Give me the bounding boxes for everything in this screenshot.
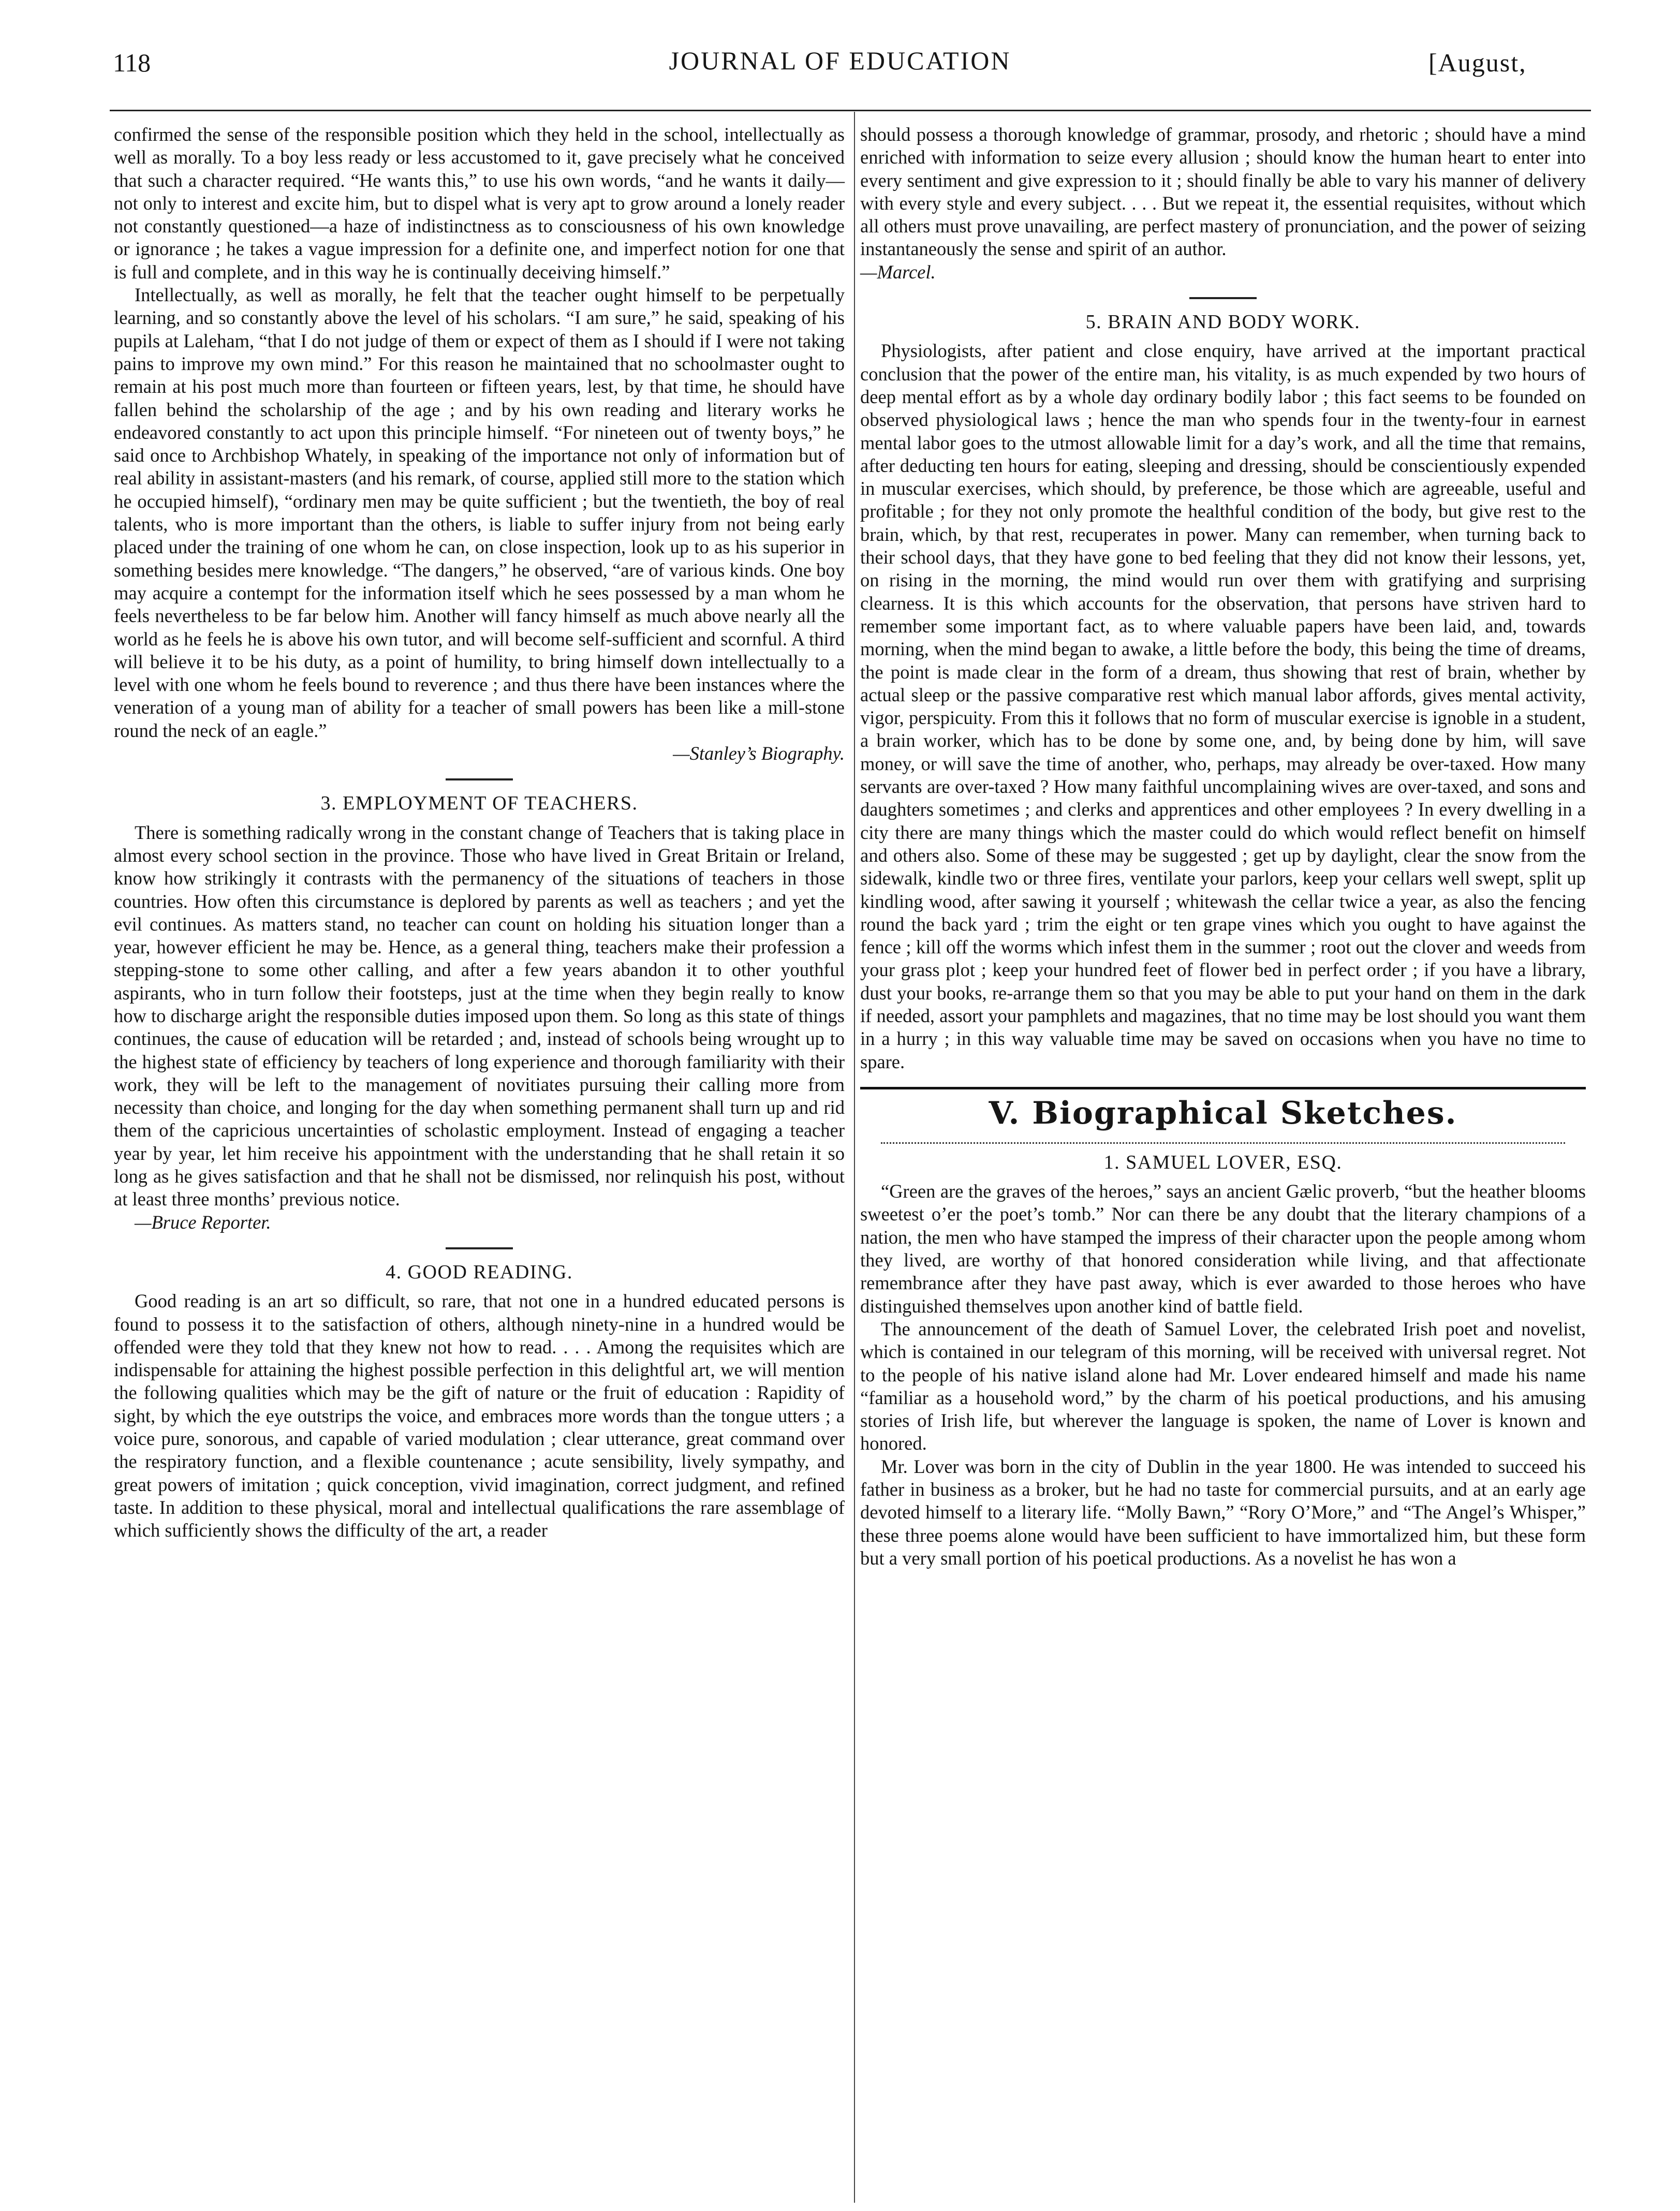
part-v-heading: V. Biographical Sketches. bbox=[989, 1095, 1457, 1131]
intro-source: —Stanley’s Biography. bbox=[673, 743, 845, 764]
section-4-title: 4. GOOD READING. bbox=[386, 1261, 573, 1283]
section-3-text: There is something radically wrong in the constant change of Teachers that is taking place in almost every school section in the province. Those who have lived in Great Britain or Ireland, know how strikingly it contrasts with the permanency of the situations of teachers in those countries. How often this circumstance is deplored by parents as well as teachers ; and yet the evil continues. As matters stand, no teacher can count on holding his situation longer than a year, however efficient he may be. Hence, as a general thing, teachers make their profession a stepping-stone to some other calling, and after a few years abandon it to other youthful aspirants, who in turn follow their footsteps, just at the time when they begin really to know how to discharge aright the responsible duties imposed upon them. So long as this state of things continues, the cause of education will be retarded ; and, instead of schools being wrought up to the highest state of efficiency by teachers of long experience and thorough familiarity with their work, they will be left to the management of novitiates pursuing their calling more from necessity than choice, and longing for the day when something permanent shall turn up and rid them of the capricious uncertainties of scholastic employment. Instead of engaging a teacher year by year, let him receive his appointment with the understanding that he shall retain it so long as he gives satisfaction and that he shall not be dismissed, nor relinquish his post, without at least three months’ previous notice. bbox=[114, 821, 845, 1210]
page-number: 118 bbox=[113, 48, 151, 77]
section-3-source: —Bruce Reporter. bbox=[135, 1211, 271, 1233]
ornamental-rule bbox=[881, 1136, 1565, 1144]
lover-paragraph-3: Mr. Lover was born in the city of Dublin in the year 1800. He was intended to succeed his father in business as a broker, but he had no taste for commercial pursuits, and at an early age devoted himself to a literary life. “Molly Bawn,” “Rory O’More,” and “The Angel’s Whisper,” these three poems alone would have been sufficient to have immortalized him, but these form but a very small portion of his poetical productions. As a novelist he has won a bbox=[860, 1455, 1586, 1569]
column-divider bbox=[854, 112, 855, 2203]
section-divider bbox=[446, 778, 513, 780]
section-divider bbox=[1189, 297, 1257, 299]
section-5-title: 5. BRAIN AND BODY WORK. bbox=[1085, 311, 1361, 333]
journal-title: JOURNAL OF EDUCATION bbox=[669, 46, 1011, 75]
intro-paragraph-2: Intellectually, as well as morally, he felt that the teacher ought himself to be perpetually learning, and so constantly above the level of his scholars. “I am sure,” he said, speaking of his pupils at Laleham, “that I do not judge of them or expect of them as I should if I were not taking pains to improve my own mind.” For this reason he maintained that no schoolmaster ought to remain at his post much more than fourteen or fifteen years, lest, by that time, he should have fallen behind the scholarship of the age ; and by his own reading and literary works he endeavored constantly to act upon this principle himself. “For nineteen out of twenty boys,” he said once to Archbishop Whately, in speaking of the importance not only of information but of real ability in assistant-masters (and his remark, of course, applied still more to the station which he occupied himself), “ordinary men may be quite sufficient ; but the twentieth, the boy of real talents, who is more important than the others, is liable to suffer injury from not being early placed under the training of one whom he can, on close inspection, look up to as his superior in something besides mere knowledge. “The dangers,” he observed, “are of various kinds. One boy may acquire a contempt for the information itself which he sees possessed by a man whom he feels nevertheless to be far below him. Another will fancy himself as much above nearly all the world as he feels he is above his own tutor, and will become self-sufficient and scornful. A third will believe it to be his duty, as a point of humility, to bring himself down intellectually to a level with one whom he feels bound to reverence ; and thus there have been instances where the veneration of a young man of ability for a teacher of small powers has been like a mill-stone round the neck of an eagle.” bbox=[114, 284, 845, 741]
section-divider bbox=[446, 1247, 513, 1249]
lover-title: 1. SAMUEL LOVER, ESQ. bbox=[1103, 1151, 1343, 1173]
intro-paragraph-1: confirmed the sense of the responsible position which they held in the school, intellectually as well as morally. To a boy less ready or less accustomed to it, gave precisely what he conceived that such a character required. “He wants this,” to use his own words, “and he wants it daily—not only to interest and excite him, but to dispel what is very apt to grow around a lonely reader not constantly questioned—a haze of indistinctness as to consciousness of his own knowledge or ignorance ; he takes a vague impression for a definite one, and imperfect notion for one that is full and complete, and in this way he is continually deceiving himself.” bbox=[114, 124, 845, 283]
issue-month: [August, bbox=[1428, 48, 1527, 77]
section-4-text: Good reading is an art so difficult, so rare, that not one in a hundred educated persons is found to possess it to the satisfaction of others, although ninety-nine in a hundred would be offended were they told that they knew not how to read. . . . Among the requisites which are indispensable for attaining the highest possible perfection in this delightful art, we will mention the following qualities which may be the gift of nature or the fruit of education : Rapidity of sight, by which the eye outstrips the voice, and embraces more words than the tongue utters ; a voice pure, sonorous, and capable of varied modulation ; clear utterance, great command over the respiratory function, and a flexible countenance ; acute sensibility, lively sympathy, and great powers of imitation ; quick conception, vivid imagination, correct judgment, and refined taste. In addition to these physical, moral and intellectual qualifications the rare assemblage of which sufficiently shows the difficulty of the art, a reader bbox=[114, 1290, 845, 1541]
header-rule bbox=[110, 110, 1591, 111]
page-header bbox=[0, 0, 1680, 77]
section-5-text: Physiologists, after patient and close enquiry, have arrived at the important practical conclusion that the power of the entire man, his vitality, is as much expended by two hours of deep mental effort as by a whole day ordinary bodily labor ; this fact seems to be founded on observed physiological laws ; hence the man who spends four in the twenty-four in earnest mental labor goes to the utmost allowable limit for a day’s work, and all the time that remains, after deducting ten hours for eating, sleeping and dressing, should be conscientiously expended in muscular exercises, which should, by preference, be those which are agreeable, useful and profitable ; for they not only promote the healthful condition of the body, but give rest to the brain, which, by that rest, recuperates in power. Many can remember, when turning back to their school days, that they have gone to bed feeling that they did not know their lessons, yet, on rising in the morning, the mind would run over them with gratifying and surprising clearness. It is this which accounts for the observation, that persons have striven hard to remember some important fact, as to where valuable papers have been laid, and, towards morning, when the mind began to awake, a little before the body, this being the time of dreams, the point is made clear in the form of a dream, thus showing that rest of brain, whether by actual sleep or the passive comparative rest which manual labor affords, gives mental activity, vigor, perspicuity. From this it follows that no form of muscular exercise is ignoble in a student, a brain worker, which has to be done by some one, and, by being done by him, will save money, or will save the time of another, who, perhaps, may already be over-taxed. How many servants are over-taxed ? How many faithful uncomplaining wives are over-taxed, and sons and daughters sometimes ; and clerks and apprentices and other employees ? In every dwelling in a city there are many things which the master could do which would reflect benefit on himself and others also. Some of these may be suggested ; get up by daylight, clear the snow from the sidewalk, kindle two or three fires, ventilate your parlors, keep your cellars well swept, split up kindling wood, after sawing it yourself ; whitewash the cellar twice a year, as also the fencing round the back yard ; trim the eight or ten grape vines which you ought to have against the fence ; kill off the worms which infest them in the summer ; root out the clover and weeds from your grass plot ; keep your hundred feet of flower bed in perfect order ; if you have a library, dust your books, re-arrange them so that you may be able to put your hand on them in the dark if needed, assort your pamphlets and magazines, that no time may be lost should you want them in a hurry ; in this way valuable time may be saved on occasions when you have no time to spare. bbox=[860, 340, 1586, 1072]
section-4-continued: should possess a thorough knowledge of grammar, prosody, and rhetoric ; should have a mind enriched with information to seize every allusion ; should know the human heart to enter into every sentiment and give expression to it ; should finally be able to vary his manner of delivery with every style and every subject. . . . But we repeat it, the essential requisites, without which all others must prove unavailing, are perfect mastery of pronunciation, and the power of seizing instantaneously the sense and spirit of an author. bbox=[860, 124, 1586, 260]
lover-paragraph-2: The announcement of the death of Samuel Lover, the celebrated Irish poet and novelist, which is contained in our telegram of this morning, will be received with universal regret. Not to the people of his native island alone had Mr. Lover endeared himself and made his name “familiar as a household word,” by the charm of his poetical productions, and his amusing stories of Irish life, but wherever the language is spoken, the name of Lover is known and honored. bbox=[860, 1318, 1586, 1454]
section-4-source: —Marcel. bbox=[860, 261, 936, 283]
right-column bbox=[860, 123, 1586, 1570]
part-v-band bbox=[860, 1087, 1586, 1144]
section-3-title: 3. EMPLOYMENT OF TEACHERS. bbox=[320, 792, 638, 815]
lover-paragraph-1: “Green are the graves of the heroes,” says an ancient Gælic proverb, “but the heather blooms sweetest o’er the poet’s tomb.” Nor can there be any doubt that the literary champions of a nation, the men who have stamped the impress of their character upon the people among whom they lived, are worthy of that honored consideration while living, and that affectionate remembrance after they have past away, which is ever awarded to those heroes who have distinguished themselves upon another kind of battle field. bbox=[860, 1181, 1586, 1317]
left-column bbox=[114, 123, 845, 1542]
